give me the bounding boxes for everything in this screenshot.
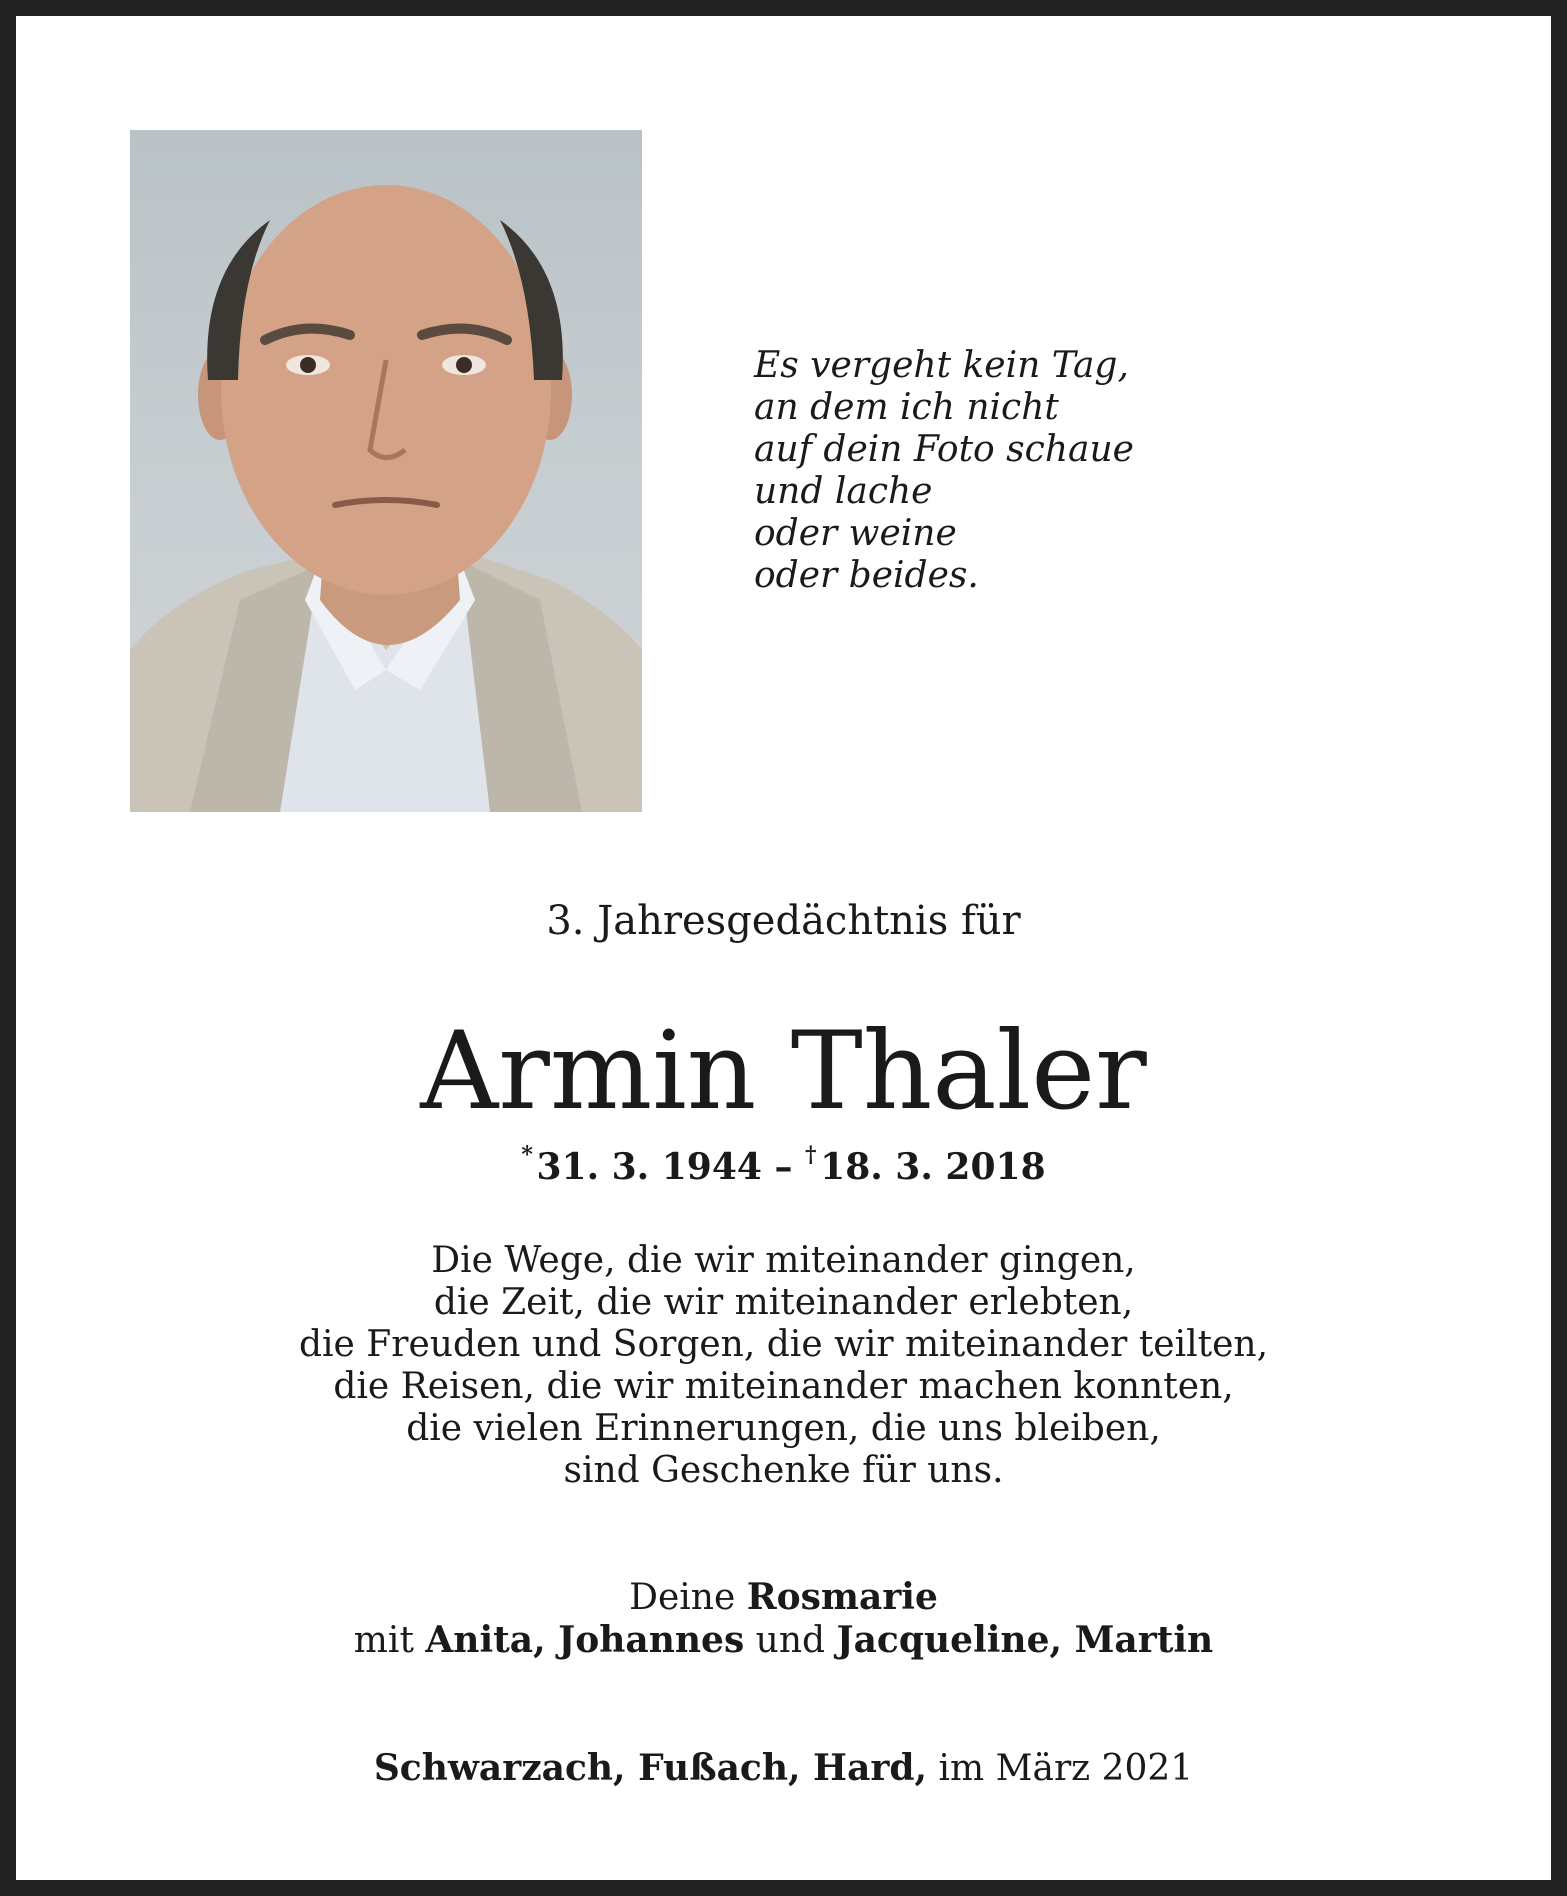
death-symbol: †: [805, 1142, 817, 1168]
place-date-text: im März 2021: [927, 1748, 1194, 1789]
quote-line: auf dein Foto schaue: [754, 429, 1134, 470]
quote-line: oder weine: [754, 513, 957, 554]
family-line-1: [0, 1576, 1567, 1619]
date-separator: –: [761, 1146, 806, 1188]
poem-line: sind Geschenke für uns.: [563, 1450, 1004, 1491]
family-prefix: mit: [353, 1620, 426, 1661]
place-date: [0, 1745, 1567, 1792]
poem-line: die Zeit, die wir miteinander erlebten,: [433, 1282, 1134, 1323]
poem-block: [0, 1240, 1567, 1492]
quote-block: [754, 345, 1134, 597]
family-name: Rosmarie: [746, 1576, 938, 1618]
portrait-photo: [130, 130, 642, 812]
place-towns: Schwarzach, Fußach, Hard,: [373, 1747, 928, 1789]
family-prefix: Deine: [629, 1577, 747, 1618]
deceased-name: Armin Thaler: [420, 1009, 1147, 1134]
life-dates: [0, 1136, 1567, 1190]
poem-line: Die Wege, die wir miteinander gingen,: [431, 1240, 1136, 1281]
birth-date: 31. 3. 1944: [536, 1146, 762, 1188]
death-date: 18. 3. 2018: [820, 1146, 1046, 1188]
memorial-subtitle: 3. Jahresgedächtnis für: [546, 898, 1021, 944]
family-signature: [0, 1576, 1567, 1662]
family-line-2: [0, 1619, 1567, 1662]
quote-line: an dem ich nicht: [754, 387, 1059, 428]
family-conjunction: und: [744, 1620, 837, 1661]
birth-symbol: *: [521, 1142, 533, 1168]
family-names: Jacqueline, Martin: [836, 1619, 1214, 1661]
poem-line: die Reisen, die wir miteinander machen konnten,: [333, 1366, 1234, 1407]
quote-line: oder beides.: [754, 555, 979, 596]
quote-line: und lache: [754, 471, 933, 512]
poem-line: die vielen Erinnerungen, die uns bleiben,: [406, 1408, 1161, 1449]
poem-line: die Freuden und Sorgen, die wir miteinander teilten,: [298, 1324, 1269, 1365]
quote-line: Es vergeht kein Tag,: [754, 345, 1129, 386]
family-names: Anita, Johannes: [425, 1619, 745, 1661]
